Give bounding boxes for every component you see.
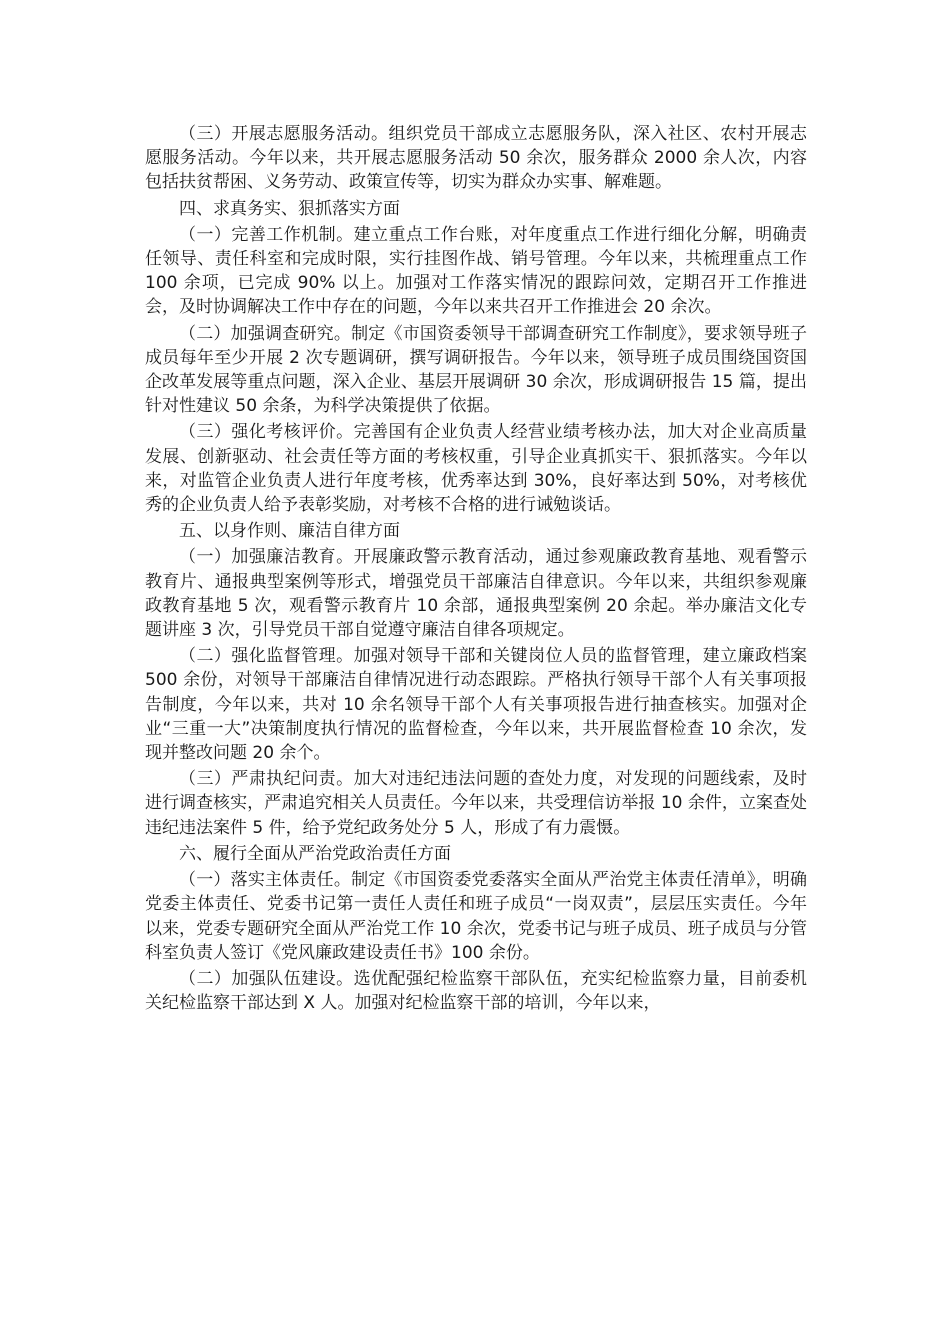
paragraph-supervision: （二）强化监督管理。加强对领导干部和关键岗位人员的监督管理，建立廉政档案 500 余份，对领导干部廉洁自律情况进行动态跟踪。严格执行领导干部个人有关事项报告制度，今年以来，共对 10 余名领导干部个人有关事项报告进行抽查核实。加强对企业“三重一大”决策制度执行情况的监督检查，今年以来，共开展监督检查 10 余次，发现并整改问题 20 余个。	[145, 646, 807, 764]
paragraph-integrity-education: （一）加强廉洁教育。开展廉政警示教育活动，通过参观廉政教育基地、观看警示教育片、通报典型案例等形式，增强党员干部廉洁自律意识。今年以来，共组织参观廉政教育基地 5 次，观看警示教育片 10 余部，通报典型案例 20 余起。举办廉洁文化专题讲座 3 次，引导党员干部自觉遵守廉洁自律各项规定。	[145, 547, 807, 641]
paragraph-work-mechanism: （一）完善工作机制。建立重点工作台账，对年度重点工作进行细化分解，明确责任领导、责任科室和完成时限，实行挂图作战、销号管理。今年以来，共梳理重点工作 100 余项，已完成 90% 以上。加强对工作落实情况的跟踪问效，定期召开工作推进会，及时协调解决工作中存在的问题，今年以来共召开工作推进会 20 余次。	[145, 224, 807, 318]
paragraph-investigation-research: （二）加强调查研究。制定《市国资委领导干部调查研究工作制度》，要求领导班子成员每年至少开展 2 次专题调研，撰写调研报告。今年以来，领导班子成员围绕国资国企改革发展等重点问题，深入企业、基层开展调研 30 余次，形成调研报告 15 篇，提出针对性建议 50 余条，为科学决策提供了依据。	[145, 323, 807, 417]
section-heading-6: 六、履行全面从严治党政治责任方面	[179, 843, 451, 864]
section-heading-4: 四、求真务实、狠抓落实方面	[179, 198, 400, 219]
paragraph-assessment: （三）强化考核评价。完善国有企业负责人经营业绩考核办法，加大对企业高质量发展、创新驱动、社会责任等方面的考核权重，引导企业真抓实干、狠抓落实。今年以来，对监管企业负责人进行年度考核，优秀率达到 30%，良好率达到 50%，对考核优秀的企业负责人给予表彰奖励，对考核不合格的进行诫勉谈话。	[145, 422, 807, 516]
paragraph-discipline: （三）严肃执纪问责。加大对违纪违法问题的查处力度，对发现的问题线索，及时进行调查核实，严肃追究相关人员责任。今年以来，共受理信访举报 10 余件，立案查处违纪违法案件 5 件，给予党纪政务处分 5 人，形成了有力震慑。	[145, 769, 807, 838]
paragraph-volunteer-service: （三）开展志愿服务活动。组织党员干部成立志愿服务队，深入社区、农村开展志愿服务活动。今年以来，共开展志愿服务活动 50 余次，服务群众 2000 余人次，内容包括扶贫帮困、义务劳动、政策宣传等，切实为群众办实事、解难题。	[145, 124, 807, 193]
document-body	[145, 122, 807, 1017]
paragraph-team-building: （二）加强队伍建设。选优配强纪检监察干部队伍，充实纪检监察力量，目前委机关纪检监察干部达到 X 人。加强对纪检监察干部的培训，今年以来，	[145, 968, 807, 1014]
paragraph-main-responsibility: （一）落实主体责任。制定《市国资委党委落实全面从严治党主体责任清单》，明确党委主体责任、党委书记第一责任人责任和班子成员“一岗双责”，层层压实责任。今年以来，党委专题研究全面从严治党工作 10 余次，党委书记与班子成员、班子成员与分管科室负责人签订《党风廉政建设责任书》100 余份。	[145, 870, 807, 963]
section-heading-5: 五、以身作则、廉洁自律方面	[179, 521, 400, 542]
